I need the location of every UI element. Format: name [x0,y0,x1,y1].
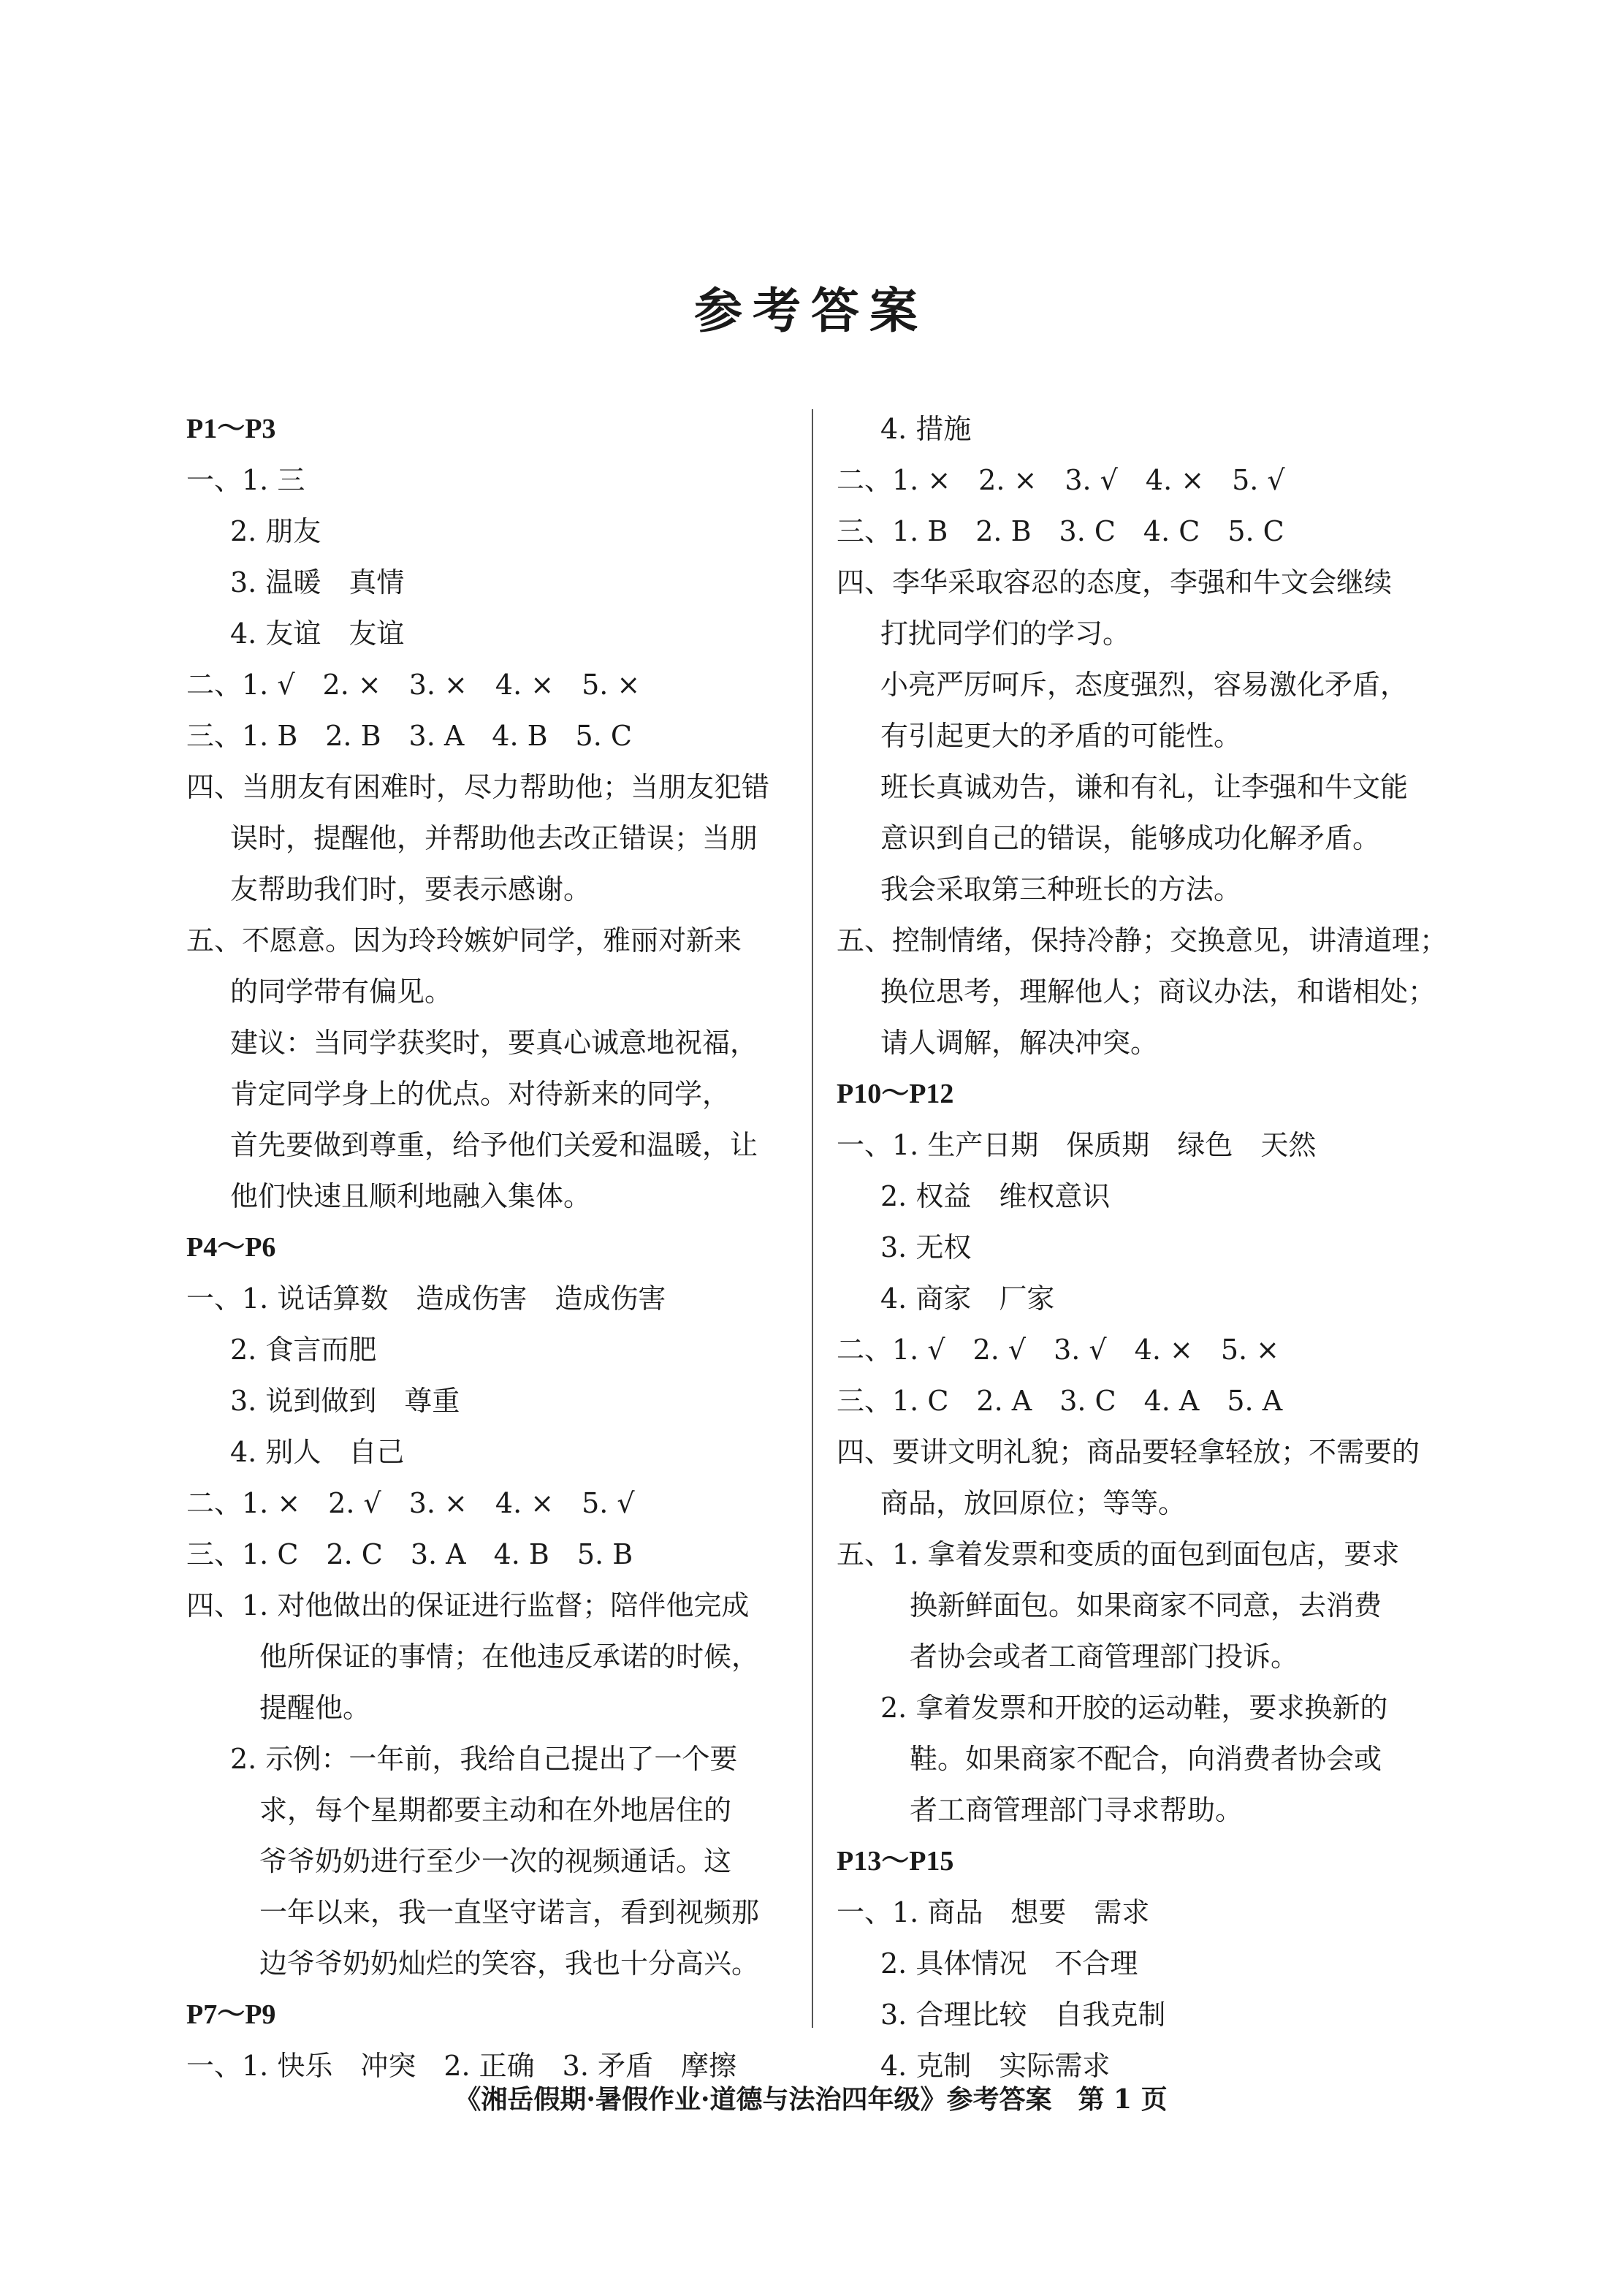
column-divider [812,409,813,2028]
answer-line: 3. 无权 [880,1231,972,1263]
answer-line: 他们快速且顺利地融入集体。 [230,1180,592,1212]
section-heading: P1～P3 [186,414,276,444]
answer-line: 五、不愿意。因为玲玲嫉妒同学，雅丽对新来 [186,924,742,957]
answer-line: 4. 别人 自己 [230,1436,405,1468]
answer-line: 三、1. B 2. B 3. A 4. B 5. C [186,720,632,752]
answer-line: 鞋。如果商家不配合，向消费者协会或 [910,1743,1382,1775]
answer-line: 2. 朋友 [230,515,321,547]
answer-line: 四、要讲文明礼貌；商品要轻拿轻放；不需要的 [837,1436,1420,1468]
section-heading: P10～P12 [837,1079,954,1109]
answer-line: 2. 示例：一年前，我给自己提出了一个要 [230,1743,738,1775]
answer-line: 求，每个星期都要主动和在外地居住的 [259,1794,732,1826]
answer-line: 4. 措施 [880,413,972,445]
answer-line: 肯定同学身上的优点。对待新来的同学， [230,1078,731,1110]
answer-line: 爷爷奶奶进行至少一次的视频通话。这 [259,1845,732,1877]
answer-line: 商品，放回原位；等等。 [880,1487,1187,1519]
answer-line: 3. 说到做到 尊重 [230,1385,460,1417]
answer-line: 的同学带有偏见。 [230,976,453,1008]
answer-column-right [837,403,1465,2091]
section-heading: P7～P9 [186,1999,276,2030]
answer-line: 四、1. 对他做出的保证进行监督；陪伴他完成 [186,1589,750,1622]
answer-line: 三、1. C 2. A 3. C 4. A 5. A [837,1385,1283,1417]
answer-line: 二、1. √ 2. × 3. × 4. × 5. × [186,669,641,701]
answer-line: 一、1. 快乐 冲突 2. 正确 3. 矛盾 摩擦 [186,2050,737,2082]
answer-line: 二、1. × 2. √ 3. × 4. × 5. √ [186,1487,635,1519]
answer-line: 3. 合理比较 自我克制 [880,1999,1166,2031]
section-heading: P13～P15 [837,1846,954,1877]
answer-line: 2. 食言而肥 [230,1334,377,1366]
answer-line: 三、1. B 2. B 3. C 4. C 5. C [837,515,1284,547]
answer-line: 4. 克制 实际需求 [880,2050,1111,2082]
page-footer: 《湘岳假期·暑假作业·道德与法治四年级》参考答案 第 1 页 [454,2084,1168,2115]
answer-line: 一、1. 生产日期 保质期 绿色 天然 [837,1129,1317,1161]
answer-line: 提醒他。 [259,1692,371,1724]
answer-line: 4. 商家 厂家 [880,1282,1055,1315]
answer-line: 边爷爷奶奶灿烂的笑容，我也十分高兴。 [259,1947,760,1980]
answer-line: 一、1. 三 [186,464,305,496]
answer-line: 二、1. × 2. × 3. √ 4. × 5. √ [837,464,1285,496]
answer-line: 2. 具体情况 不合理 [880,1947,1138,1980]
answer-line: 意识到自己的错误，能够成功化解矛盾。 [880,822,1381,854]
answer-line: 4. 友谊 友谊 [230,617,405,650]
answer-line: 3. 温暖 真情 [230,566,405,598]
answer-column-left [186,403,815,2091]
answer-line: 一年以来，我一直坚守诺言，看到视频那 [259,1896,760,1928]
answer-line: 2. 拿着发票和开胶的运动鞋，要求换新的 [880,1692,1388,1724]
answer-line: 请人调解，解决冲突。 [880,1027,1159,1059]
answer-line: 二、1. √ 2. √ 3. √ 4. × 5. × [837,1334,1279,1366]
answer-line: 者工商管理部门寻求帮助。 [910,1794,1244,1826]
answer-line: 四、李华采取容忍的态度，李强和牛文会继续 [837,566,1393,598]
page-title: 参考答案 [694,283,928,339]
answer-line: 2. 权益 维权意识 [880,1180,1111,1212]
answer-line: 三、1. C 2. C 3. A 4. B 5. B [186,1538,633,1570]
answer-line: 他所保证的事情；在他违反承诺的时候， [259,1641,760,1673]
answer-line: 五、控制情绪，保持冷静；交换意见，讲清道理； [837,924,1448,957]
answer-line: 换新鲜面包。如果商家不同意，去消费 [910,1589,1382,1622]
answer-line: 换位思考，理解他人；商议办法，和谐相处； [880,976,1436,1008]
answer-line: 班长真诚劝告，谦和有礼，让李强和牛文能 [880,771,1409,803]
answer-line: 打扰同学们的学习。 [880,617,1131,650]
answer-line: 一、1. 说话算数 造成伤害 造成伤害 [186,1282,666,1315]
answer-line: 五、1. 拿着发票和变质的面包到面包店，要求 [837,1538,1400,1570]
answer-line: 一、1. 商品 想要 需求 [837,1896,1150,1928]
answer-line: 者协会或者工商管理部门投诉。 [910,1641,1299,1673]
answer-line: 友帮助我们时，要表示感谢。 [230,873,592,905]
answer-line: 首先要做到尊重，给予他们关爱和温暖，让 [230,1129,758,1161]
answer-line: 四、当朋友有困难时，尽力帮助他；当朋友犯错 [186,771,770,803]
answer-line: 误时，提醒他，并帮助他去改正错误；当朋 [230,822,758,854]
answer-line: 有引起更大的矛盾的可能性。 [880,720,1242,752]
answer-line: 我会采取第三种班长的方法。 [880,873,1242,905]
answer-line: 建议：当同学获奖时，要真心诚意地祝福， [230,1027,758,1059]
section-heading: P4～P6 [186,1232,276,1263]
answer-line: 小亮严厉呵斥，态度强烈，容易激化矛盾， [880,669,1409,701]
